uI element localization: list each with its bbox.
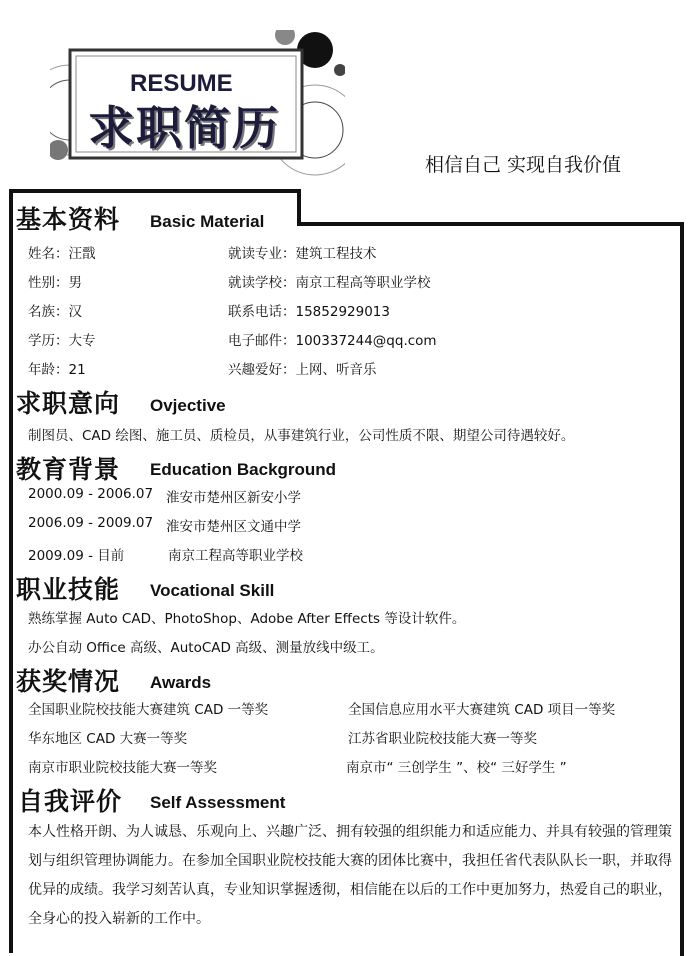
award-item: 全国职业院校技能大赛建筑 CAD 一等奖 bbox=[28, 702, 269, 718]
award-item: 华东地区 CAD 大赛一等奖 bbox=[28, 731, 188, 747]
section-title-skills: 职业技能 bbox=[16, 575, 121, 604]
award-item: 全国信息应用水平大赛建筑 CAD 项目一等奖 bbox=[348, 702, 616, 718]
education-school: 南京工程高等职业学校 bbox=[168, 548, 303, 564]
basic-left-item: 学历：大专 bbox=[28, 333, 96, 349]
basic-right-item: 兴趣爱好：上网、听音乐 bbox=[228, 362, 377, 378]
section-title-basic: 基本资料 bbox=[16, 205, 121, 234]
education-period: 2006.09 - 2009.07 bbox=[28, 515, 154, 531]
education-school: 淮安市楚州区新安小学 bbox=[166, 490, 301, 506]
award-item: 南京市职业院校技能大赛一等奖 bbox=[28, 760, 217, 776]
frame-tab bbox=[297, 189, 301, 225]
basic-right-item: 电子邮件：100337244@qq.com bbox=[228, 333, 437, 349]
resume-logo bbox=[50, 30, 345, 180]
education-period: 2009.09 - 目前 bbox=[28, 548, 125, 564]
education-school: 淮安市楚州区文通中学 bbox=[166, 519, 301, 535]
basic-right-item: 就读专业：建筑工程技术 bbox=[228, 246, 377, 262]
section-title-awards: 获奖情况 bbox=[16, 667, 121, 696]
objective-text: 制图员、CAD 绘图、施工员、质检员，从事建筑行业，公司性质不限、期望公司待遇较好。 bbox=[28, 428, 575, 444]
section-title-self: 自我评价 bbox=[18, 787, 123, 816]
education-period: 2000.09 - 2006.07 bbox=[28, 486, 154, 502]
section-subtitle-awards: Awards bbox=[150, 673, 212, 692]
logo-en: RESUME bbox=[130, 70, 233, 97]
skill-item: 熟练掌握 Auto CAD、PhotoShop、Adobe After Effects 等设计软件。 bbox=[28, 611, 466, 627]
section-subtitle-basic: Basic Material bbox=[150, 212, 265, 231]
award-item: 南京市“ 三创学生 ”、校“ 三好学生 ” bbox=[346, 760, 567, 776]
section-subtitle-objective: Ovjective bbox=[150, 396, 226, 415]
basic-left-item: 姓名：汪戬 bbox=[28, 246, 96, 262]
logo-cn: 求职简历 bbox=[88, 101, 280, 155]
basic-right-item: 联系电话：15852929013 bbox=[228, 304, 390, 320]
basic-left-item: 性别：男 bbox=[28, 275, 82, 291]
basic-left-item: 年龄：21 bbox=[28, 362, 86, 378]
section-subtitle-self: Self Assessment bbox=[150, 793, 286, 812]
section-title-education: 教育背景 bbox=[16, 455, 121, 484]
section-title-objective: 求职意向 bbox=[16, 389, 121, 418]
skill-item: 办公自动 Office 高级、AutoCAD 高级、测量放线中级工。 bbox=[28, 640, 384, 656]
slogan: 相信自己 实现自我价值 bbox=[425, 154, 622, 176]
self-assessment-text: 本人性格开朗、为人诚恳、乐观向上、兴趣广泛、拥有较强的组织能力和适应能力、并具有较强的管理策划与组织管理协调能力。在参加全国职业院校技能大赛的团体比赛中，我担任省代表队队长一职，并取得优异的成绩。我学习刻苦认真，专业知识掌握透彻，相信能在以后的工作中更加努力，热爱自己的职业，全身心的投入崭新的工作中。 bbox=[28, 824, 672, 927]
section-subtitle-education: Education Background bbox=[150, 460, 337, 479]
section-subtitle-skills: Vocational Skill bbox=[150, 581, 275, 600]
basic-left-item: 名族：汉 bbox=[28, 304, 82, 320]
basic-right-item: 就读学校：南京工程高等职业学校 bbox=[228, 275, 431, 291]
award-item: 江苏省职业院校技能大赛一等奖 bbox=[348, 731, 537, 747]
